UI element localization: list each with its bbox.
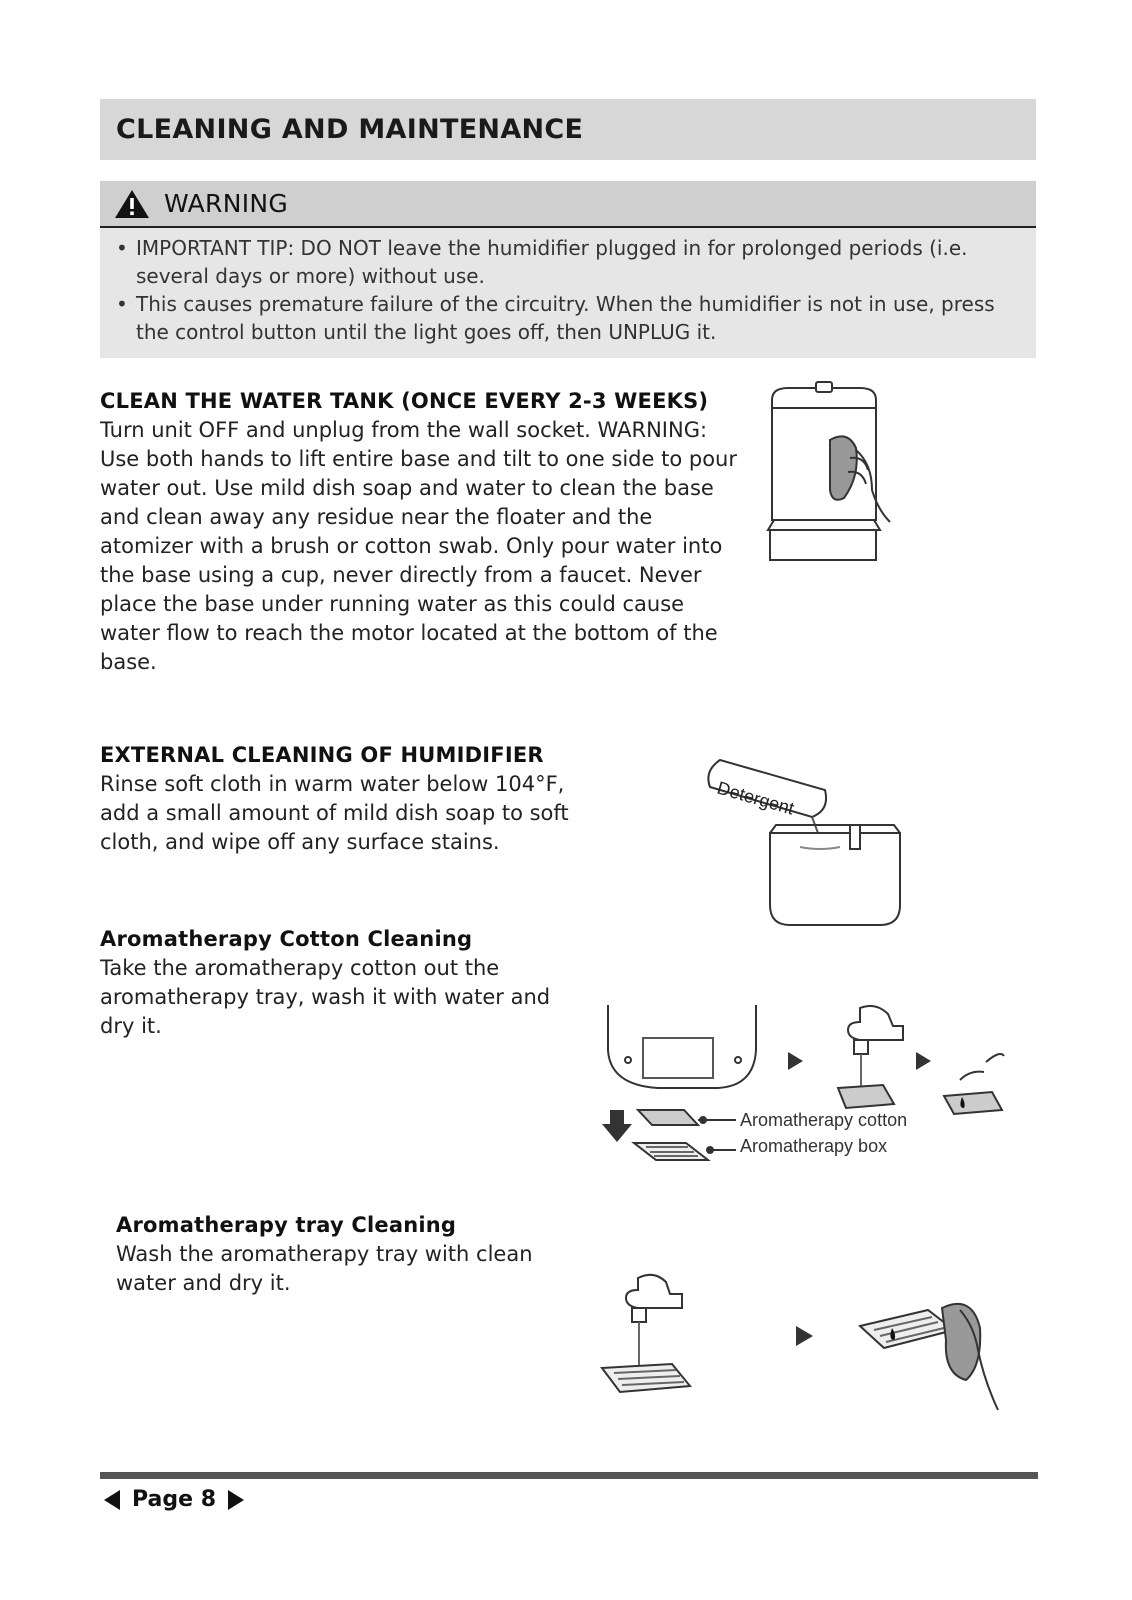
next-page-icon[interactable] <box>228 1490 244 1510</box>
external-text: Rinse soft cloth in warm water below 104°F, add a small amount of mild dish soap to soft cloth, and wipe off any surface stains. <box>100 772 569 854</box>
section-title: CLEANING AND MAINTENANCE <box>116 114 584 145</box>
aroma-tray-text: Wash the aromatherapy tray with clean water and dry it. <box>116 1242 533 1295</box>
previous-page-icon[interactable] <box>104 1490 120 1510</box>
water-tank-text: Turn unit OFF and unplug from the wall socket. WARNING: Use both hands to lift entire base and tilt to one side to pour water out. Use mild dish soap and water to clean the base and clean away any residue near the floater and the atomizer with a brush or cotton swab. Only pour water into the base using a cup, never directly from a faucet. Never place the base under running water as this could cause water flow to reach the motor located at the bottom of the base. <box>100 418 737 674</box>
warning-body <box>100 228 1036 358</box>
section-header <box>100 99 1036 160</box>
external-heading: EXTERNAL CLEANING OF HUMIDIFIER <box>100 743 544 767</box>
warning-title: WARNING <box>164 189 289 218</box>
footer-rule <box>100 1472 1038 1479</box>
aroma-box-label: Aromatherapy box <box>740 1136 888 1156</box>
aroma-tray-section <box>116 1211 596 1298</box>
warning-item: • This causes premature failure of the circuitry. When the humidifier is not in use, press the control button until the light goes off, then UNPLUG it. <box>116 290 1016 346</box>
detergent-illustration <box>700 755 910 935</box>
aroma-cotton-text: Take the aromatherapy cotton out the aromatherapy tray, wash it with water and dry it. <box>100 956 551 1038</box>
aroma-cotton-label: Aromatherapy cotton <box>740 1110 908 1130</box>
aroma-cotton-illustration <box>598 1000 1018 1200</box>
aroma-cotton-heading: Aromatherapy Cotton Cleaning <box>100 927 473 951</box>
water-tank-heading: CLEAN THE WATER TANK (ONCE EVERY 2-3 WEEKS) <box>100 389 709 413</box>
detergent-label: Detergent <box>714 777 797 819</box>
page-number: Page 8 <box>132 1487 217 1512</box>
warning-header <box>100 181 1036 228</box>
water-tank-section <box>100 387 740 677</box>
wipe-tank-illustration <box>760 380 910 580</box>
warning-triangle-icon <box>114 189 150 219</box>
external-section <box>100 741 600 857</box>
aroma-tray-heading: Aromatherapy tray Cleaning <box>116 1213 457 1237</box>
aroma-cotton-section <box>100 925 570 1041</box>
aroma-tray-illustration <box>598 1270 1018 1460</box>
page-navigation <box>104 1487 244 1512</box>
warning-item: • IMPORTANT TIP: DO NOT leave the humidifier plugged in for prolonged periods (i.e. several days or more) without use. <box>116 234 1016 290</box>
